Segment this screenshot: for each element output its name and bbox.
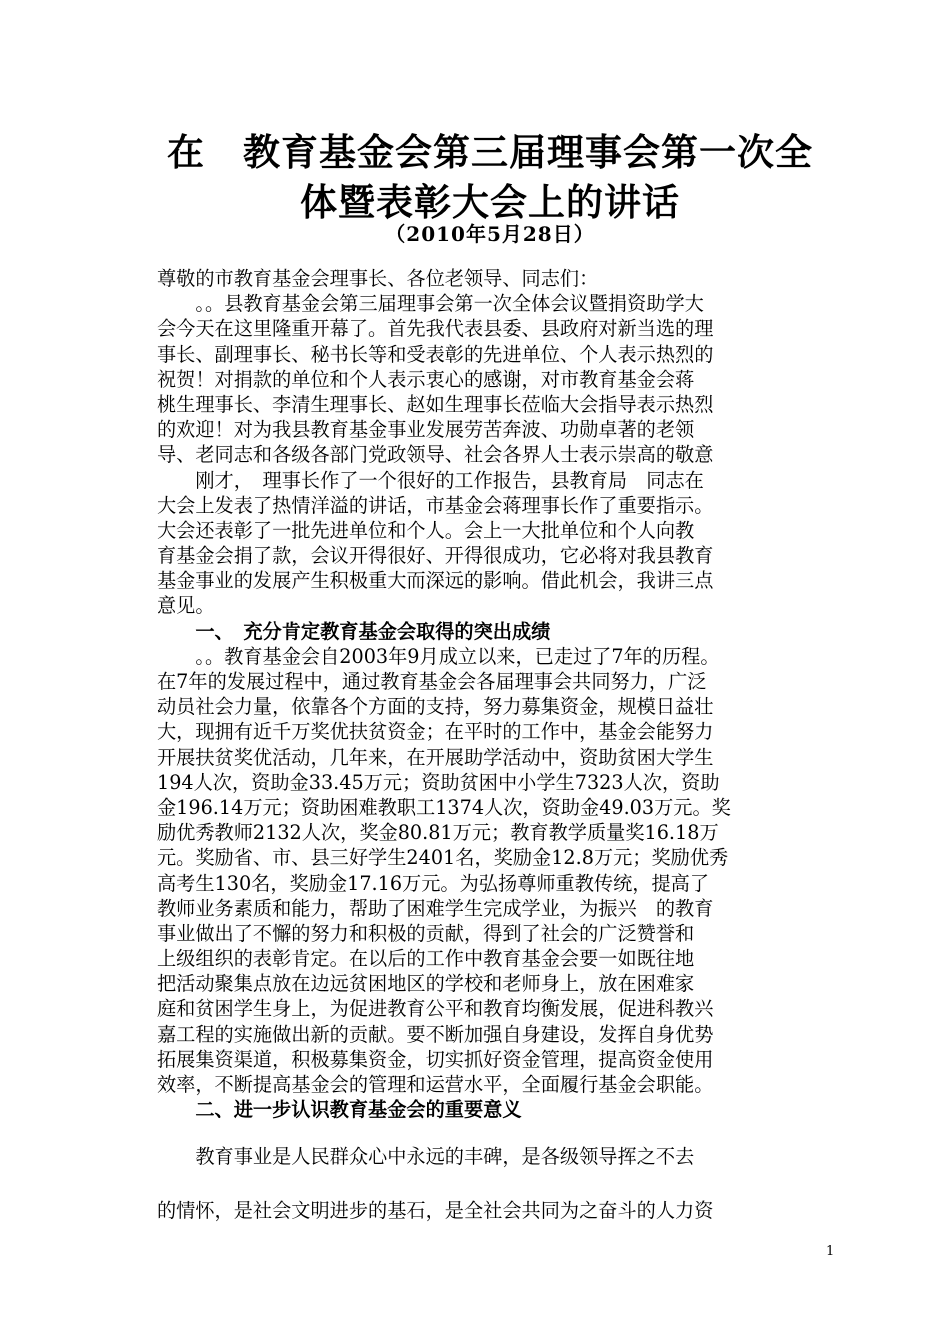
body-line: 刚才， 理事长作了一个很好的工作报告，县教育局 同志在	[157, 468, 704, 492]
section-heading-1: 一、 充分肯定教育基金会取得的突出成绩	[157, 619, 551, 643]
body-line: 导、老同志和各级各部门党政领导、社会各界人士表示崇高的敬意	[157, 443, 714, 467]
section-1-line: 把活动聚集点放在边远贫困地区的学校和老师身上，放在困难家	[157, 972, 695, 996]
body-line: 。。县教育基金会第三届理事会第一次全体会议暨捐资助学大	[157, 292, 704, 316]
speech-date: （2010年5月28日）	[385, 222, 595, 246]
section-1-line: 在7年的发展过程中，通过教育基金会各届理事会共同努力，广泛	[157, 670, 707, 693]
page-number: 1	[826, 1244, 835, 1259]
body-line: 基金事业的发展产生积极重大而深远的影响。借此机会，我讲三点	[157, 569, 714, 593]
section-1-line: 庭和贫困学生身上，为促进教育公平和教育均衡发展，促进科教兴	[157, 997, 714, 1021]
body-line: 事长、副理事长、秘书长等和受表彰的先进单位、个人表示热烈的	[157, 342, 714, 366]
body-line: 大会还表彰了一批先进单位和个人。会上一大批单位和个人向教	[157, 518, 695, 542]
speech-title-line-1: 在 教育基金会第三届理事会第一次全	[167, 130, 813, 174]
section-1-line: 高考生130名，奖励金17.16万元。为弘扬尊师重教传统，提高了	[157, 871, 710, 895]
section-1-line: 大，现拥有近千万奖优扶贫资金；在平时的工作中，基金会能努力	[157, 720, 714, 744]
section-1-line: 194人次，资助金33.45万元；资助贫困中小学生7323人次，资助	[157, 770, 720, 794]
section-1-line: 事业做出了不懈的努力和积极的贡献，得到了社会的广泛赞誉和	[157, 921, 695, 945]
body-line: 育基金会捐了款，会议开得很好、开得很成功，它必将对我县教育	[157, 544, 714, 568]
section-1-line: 金196.14万元；资助困难教职工1374人次，资助金49.03万元。奖	[157, 795, 731, 819]
section-heading-2: 二、进一步认识教育基金会的重要意义	[157, 1098, 522, 1122]
body-line: 会今天在这里隆重开幕了。首先我代表县委、县政府对新当选的理	[157, 317, 714, 341]
section-1-line: 效率，不断提高基金会的管理和运营水平，全面履行基金会职能。	[157, 1073, 714, 1096]
body-line: 桃生理事长、李清生理事长、赵如生理事长莅临大会指导表示热烈	[157, 392, 714, 416]
body-line: 的欢迎！对为我县教育基金事业发展劳苦奔波、功勋卓著的老领	[157, 418, 695, 442]
section-1-line: 动员社会力量，依靠各个方面的支持，努力募集资金，规模日益壮	[157, 695, 714, 719]
speech-body	[157, 266, 837, 1122]
section-1-line: 。。教育基金会自2003年9月成立以来，已走过了7年的历程。	[157, 644, 720, 668]
section-1-line: 上级组织的表彰肯定。在以后的工作中教育基金会要一如既往地	[157, 947, 695, 971]
section-1-line: 嘉工程的实施做出新的贡献。要不断加强自身建设，发挥自身优势	[157, 1022, 714, 1046]
section-1-line: 励优秀教师2132人次，奖金80.81万元；教育教学质量奖16.18万	[157, 821, 719, 845]
body-line: 意见。	[157, 594, 215, 618]
section-2-line: 的情怀，是社会文明进步的基石，是全社会共同为之奋斗的人力资	[157, 1199, 714, 1222]
speech-title-line-2: 体暨表彰大会上的讲话	[300, 180, 680, 224]
body-line: 大会上发表了热情洋溢的讲话，市基金会蒋理事长作了重要指示。	[157, 493, 714, 517]
section-1-line: 元。奖励省、市、县三好学生2401名，奖励金12.8万元；奖励优秀	[157, 846, 729, 870]
section-1-line: 教师业务素质和能力，帮助了困难学生完成学业，为振兴 的教育	[157, 896, 714, 920]
section-1-line: 开展扶贫奖优活动，几年来，在开展助学活动中，资助贫困大学生	[157, 745, 714, 769]
section-2-line: 教育事业是人民群众心中永远的丰碑，是各级领导挥之不去	[157, 1145, 695, 1168]
section-1-line: 拓展集资渠道，积极募集资金，切实抓好资金管理，提高资金使用	[157, 1047, 714, 1071]
body-line: 祝贺！对捐款的单位和个人表示衷心的感谢，对市教育基金会蒋	[157, 367, 695, 391]
section-2-body	[157, 1130, 837, 1238]
body-line: 尊敬的市教育基金会理事长、各位老领导、同志们：	[157, 267, 599, 290]
